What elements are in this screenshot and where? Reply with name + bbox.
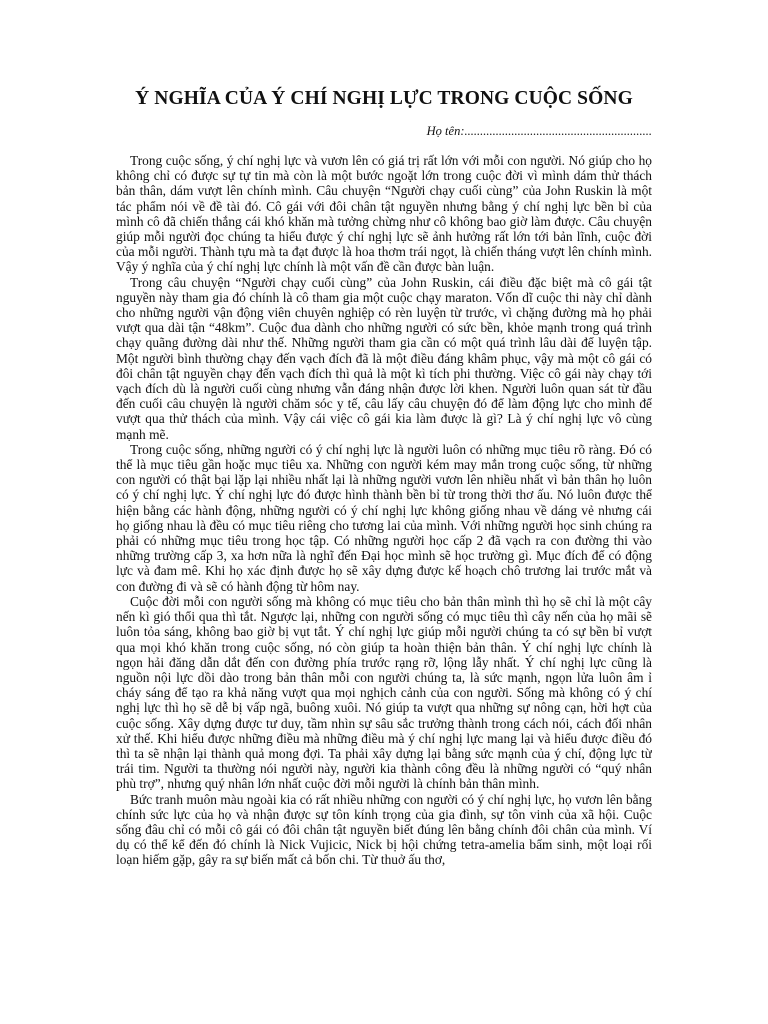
paragraph: Trong cuộc sống, ý chí nghị lực và vươn lên có giá trị rất lớn với mỗi con người. Nó giúp cho họ không chỉ có được sự tự tin mà còn là một bước ngoặt lớn trong cuộc đời vì mình dám thử thách bản thân, dám vượt lên chính mình. Câu chuyện “Người chạy cuối cùng” của John Ruskin là một tác phẩm nói về đề tài đó. Cô gái với đôi chân tật nguyền nhưng bằng ý chí nghị lực bền bỉ của mình cô đã chiến thắng cái khó khăn mà tưởng chừng như cô không bao giờ làm được. Câu chuyện giúp mỗi người đọc chúng ta hiểu được ý chí nghị lực sẽ ảnh hưởng rất lớn tới bản lĩnh, cuộc đời của mỗi người. Thành tựu mà ta đạt được là hoa thơm trái ngọt, là chiến tháng vượt lên chính mình. Vậy ý nghĩa của ý chí nghị lực chính là một vấn đề cần được bàn luận.	[116, 153, 652, 275]
paragraph: Trong câu chuyện “Người chạy cuối cùng” của John Ruskin, cái điều đặc biệt mà cô gái tật nguyền này tham gia đó chính là cô tham gia một cuộc chạy maraton. Vốn dĩ cuộc thi này chỉ dành cho những người vận động viên chuyên nghiệp có rèn luyện từ trước, vì chặng đường mà họ phải vượt qua dài tận “48km”. Cuộc đua dành cho những người có sức bền, khỏe mạnh trong quá trình chạy quãng đường dài như thế. Những người tham gia cần có một quá trình lâu dài để luyện tập. Một người bình thường chạy đến vạch đích đã là một điều đáng khâm phục, vậy mà một cô gái có đôi chân tật nguyền chạy đến vạch đích thì quả là một kì tích phi thường. Việc cô gái này chạy tới vạch đích dù là người cuối cùng nhưng vẫn đáng nhận được lời khen. Người luôn quan sát từ đầu đến cuối câu chuyện là người chăm sóc y tế, câu lấy câu chuyện đó để làm động lực cho mình để vượt qua thử thách của mình. Vậy cái việc cô gái kia làm được là gì? Là ý chí nghị lực vô cùng mạnh mẽ.	[116, 274, 652, 442]
document-title: Ý NGHĨA CỦA Ý CHÍ NGHỊ LỰC TRONG CUỘC SỐNG	[135, 88, 633, 109]
paragraph: Trong cuộc sống, những người có ý chí nghị lực là người luôn có những mục tiêu rõ ràng. Đó có thể là mục tiêu gần hoặc mục tiêu xa. Những con người kém may mắn trong cuộc sống, từ những con người có thật bại lặp lại nhiều nhất lại là những người vươn lên nhiều nhất vì bản thân họ luôn có ý chí nghị lực. Ý chí nghị lực đó được hình thành bền bỉ từ trong thời thơ ấu. Nó luôn được thể hiện bằng các hành động, những người có ý chí nghị lực không giống nhau về dáng vẻ nhưng cái họ giống nhau là đều có mục tiêu riêng cho tương lai của mình. Với những người học sinh chúng ra phải có những mục tiêu trong học tập. Có những người học cấp 2 đã vạch ra con đường thi vào những trường cấp 3, xa hơn nữa là nghĩ đến Đại học mình sẽ học trường gì. Mục đích để có động lực và đam mê. Khi họ xác định được họ sẽ xây dựng được kế hoạch chô trương lai trước mắt và con đường đi và sẽ có hành động từ hôm nay.	[116, 441, 652, 594]
essay-body	[116, 153, 652, 953]
author-name-line: Họ tên:............................................................	[426, 124, 652, 138]
paragraph: Cuộc đời mỗi con người sống mà không có mục tiêu cho bản thân mình thì họ sẽ chỉ là một cây nến kì gió thổi qua thì tắt. Ngược lại, những con người sống có mục tiêu thì cây nến của họ mãi sẽ luôn tỏa sáng, không bao giờ bị vụt tắt. Ý chí nghị lực giúp mỗi người chúng ta có sự bền bỉ vượt qua mọi khó khăn trong cuộc sống, nó còn giúp ta hoàn thiện bản thân. Ý chí nghị lực chính là ngọn hải đăng dẫn dắt đến con đường phía trước rạng rỡ, lộng lẫy nhất. Ý chí nghị lực cũng là nguồn nội lực dồi dào trong bản thân mỗi con người chúng ta, là sức mạnh, ngọn lửa luôn âm ỉ cháy sáng để tạo ra khả năng vượt qua mọi nghịch cảnh của con người. Sống mà không có ý chí nghị lực thì họ sẽ dễ bị vấp ngã, buông xuôi. Nó giúp ta vượt qua những sự nông cạn, hời hợt của cuộc sống. Xây dựng được tư duy, tầm nhìn sự sâu sắc trưởng thành trong cách nói, cách đối nhân xử thế. Khi hiểu được những điều mà những điều mà ý chí nghị lực mang lại và hiểu được điều đó thì ta sẽ nhận lại thành quả mong đợi. Ta phải xây dựng lại bằng sức mạnh của ý chí, động lực từ trái tim. Người ta thường nói người này, người kia thành công đều là những người có “quý nhân phù trợ”, nhưng quý nhân lớn nhất cuộc đời mỗi người là chính bản thân mình.	[116, 593, 652, 792]
paragraph: Bức tranh muôn màu ngoài kia có rất nhiều những con người có ý chí nghị lực, họ vươn lên bằng chính sức lực của họ và nhận được sự tôn kính trọng của gia đình, sự tôn vinh của xã hội. Cuộc sống đâu chỉ có mỗi cô gái có đôi chân tật nguyền biết đúng lên bằng chính đôi chân của mình. Ví dụ có thể kể đến đó chính là Nick Vujicic, Nick bị hội chứng tetra-amelia bẩm sinh, một loại rối loạn hiếm gặp, gây ra sự biến mất cả bốn chi. Từ thuở ấu thơ,	[116, 791, 652, 868]
